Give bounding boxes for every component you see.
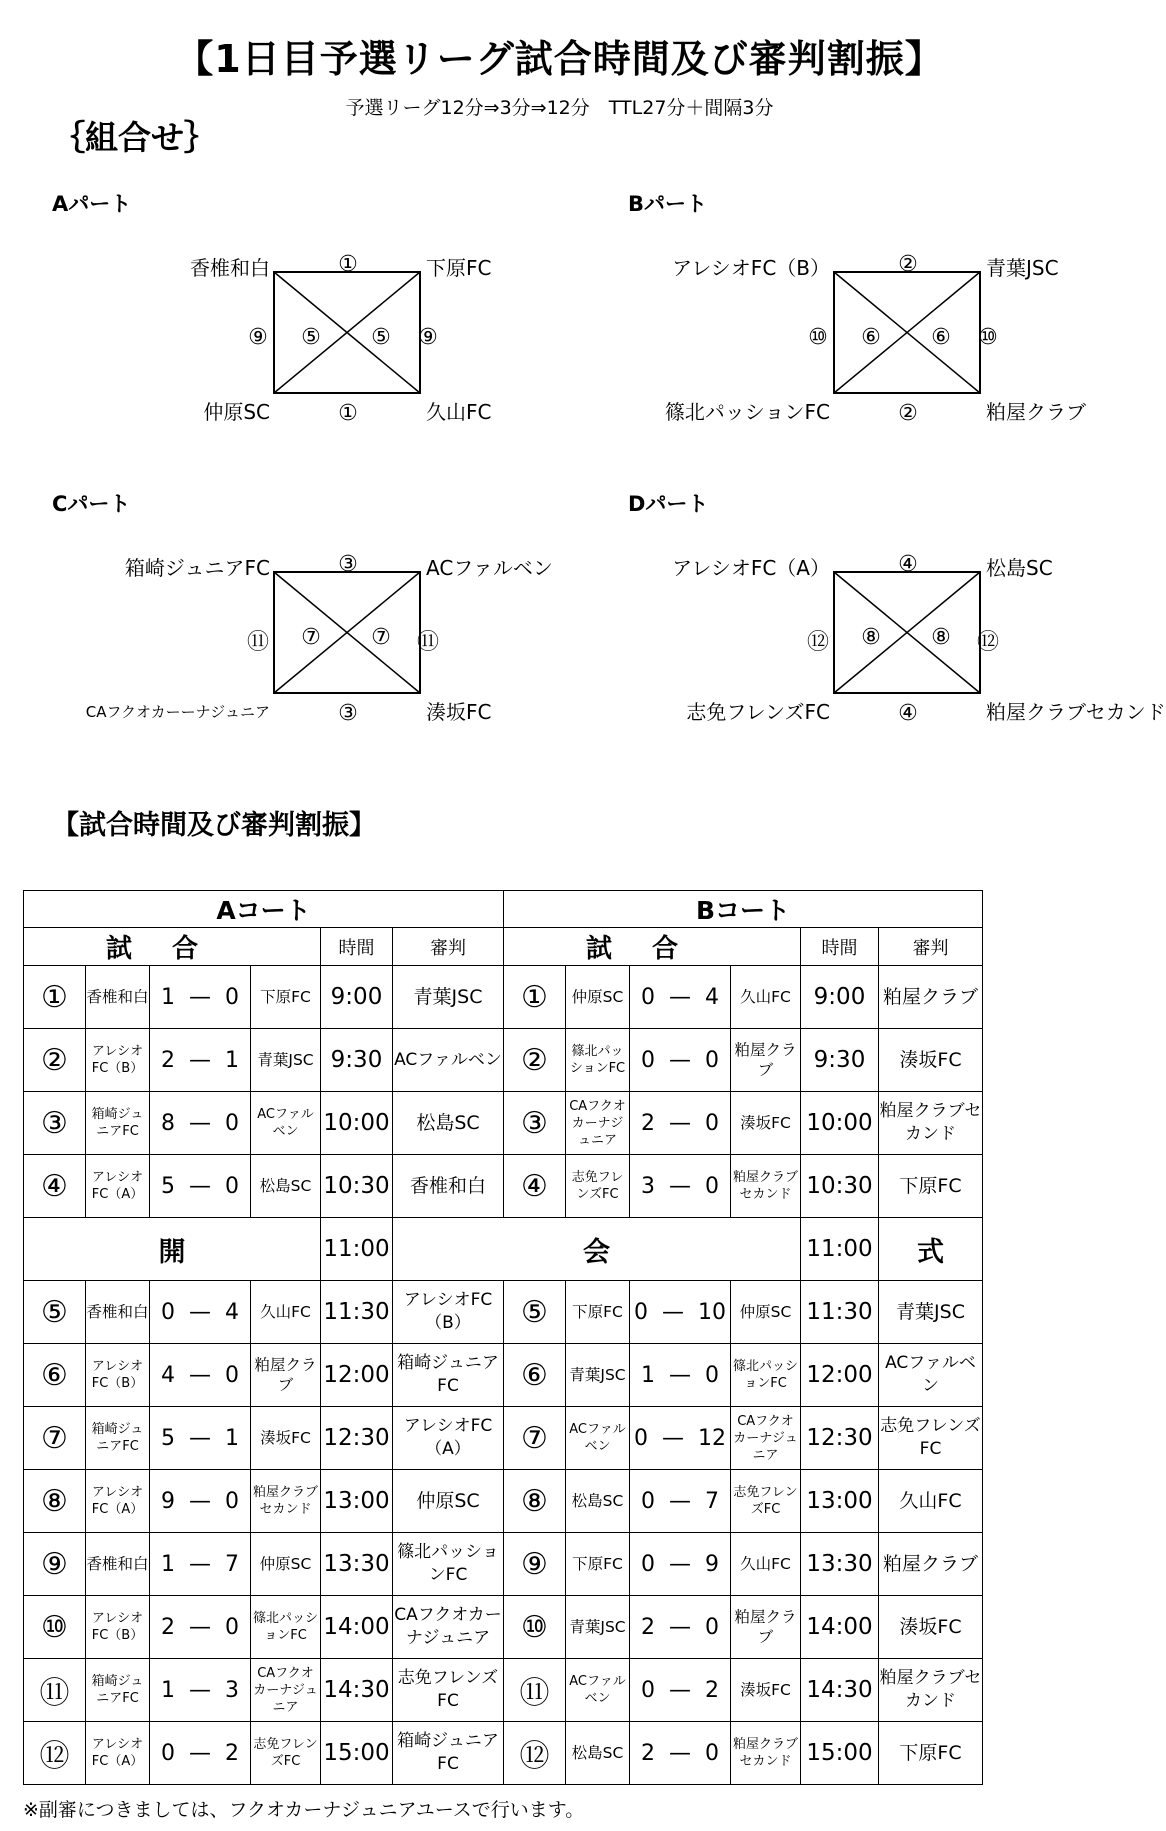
referee: 久山FC xyxy=(879,1470,983,1533)
match-number-diagonal-right: ⑦ xyxy=(371,625,391,650)
score-team-1: 2 xyxy=(641,1740,655,1766)
match-number: ③ xyxy=(24,1092,86,1155)
match-time: 12:00 xyxy=(321,1344,393,1407)
ceremony-time: 11:00 xyxy=(321,1218,393,1281)
score xyxy=(630,1407,731,1470)
score-team-2: 4 xyxy=(705,984,719,1010)
score-dash: — xyxy=(669,1047,691,1073)
team-2: 湊坂FC xyxy=(251,1407,321,1470)
table-row xyxy=(24,1407,983,1470)
part-diagram xyxy=(0,0,560,426)
team-bottom-right: 粕屋クラブ xyxy=(986,400,1086,424)
team-top-right: 松島SC xyxy=(986,556,1053,580)
score xyxy=(150,1659,251,1722)
match-number: ⑩ xyxy=(504,1596,566,1659)
team-1: 下原FC xyxy=(566,1533,630,1596)
team-2: 仲原SC xyxy=(251,1533,321,1596)
score-team-1: 1 xyxy=(161,1677,175,1703)
match-number-diagonal-left: ⑧ xyxy=(861,625,881,650)
score-dash: — xyxy=(189,1173,211,1199)
schedule-table xyxy=(23,890,983,1785)
referee: 湊坂FC xyxy=(879,1029,983,1092)
ceremony-word-ceremony: 式 xyxy=(879,1218,983,1281)
match-number-right: ⑨ xyxy=(418,325,438,350)
team-2: ACファルベン xyxy=(251,1092,321,1155)
score-team-2: 0 xyxy=(705,1362,719,1388)
score-team-1: 0 xyxy=(634,1299,648,1325)
table-row xyxy=(24,1722,983,1785)
match-number: ⑫ xyxy=(24,1722,86,1785)
match-time: 15:00 xyxy=(321,1722,393,1785)
team-1: アレシオFC（B） xyxy=(86,1596,150,1659)
team-1: ACファルベン xyxy=(566,1407,630,1470)
score-dash: — xyxy=(189,1614,211,1640)
team-2: 湊坂FC xyxy=(731,1092,801,1155)
combination-heading: ｛組合せ｝ xyxy=(52,118,217,157)
score-team-1: 1 xyxy=(161,1551,175,1577)
part-diagram xyxy=(560,300,1166,726)
team-bottom-left: CAフクオカーーナジュニア xyxy=(85,703,270,721)
score xyxy=(150,966,251,1029)
score-team-2: 7 xyxy=(705,1488,719,1514)
referee: アレシオFC（A） xyxy=(393,1407,504,1470)
team-top-left: 香椎和白 xyxy=(190,256,270,280)
referee: 湊坂FC xyxy=(879,1596,983,1659)
team-2: 下原FC xyxy=(251,966,321,1029)
ceremony-row xyxy=(24,1218,983,1281)
part-label: Dパート xyxy=(628,492,709,516)
team-1: アレシオFC（B） xyxy=(86,1029,150,1092)
match-time: 13:00 xyxy=(801,1470,879,1533)
match-number-right: ⑩ xyxy=(978,325,998,350)
match-number-top: ③ xyxy=(338,552,358,577)
team-2: 粕屋クラブセカンド xyxy=(731,1722,801,1785)
score xyxy=(630,1533,731,1596)
score-dash: — xyxy=(662,1299,684,1325)
score-team-2: 10 xyxy=(698,1299,726,1325)
table-row xyxy=(24,1659,983,1722)
team-1: 箱崎ジュニアFC xyxy=(86,1659,150,1722)
score-team-2: 0 xyxy=(705,1740,719,1766)
match-number: ② xyxy=(504,1029,566,1092)
match-time: 12:30 xyxy=(801,1407,879,1470)
team-2: 仲原SC xyxy=(731,1281,801,1344)
score xyxy=(630,1722,731,1785)
score-team-1: 0 xyxy=(161,1740,175,1766)
score-team-1: 8 xyxy=(161,1110,175,1136)
score-dash: — xyxy=(669,1551,691,1577)
match-number-diagonal-right: ⑤ xyxy=(371,325,391,350)
score-team-1: 2 xyxy=(161,1614,175,1640)
match-time: 9:00 xyxy=(321,966,393,1029)
score xyxy=(150,1092,251,1155)
score-team-2: 1 xyxy=(225,1047,239,1073)
referee: 志免フレンズFC xyxy=(879,1407,983,1470)
referee: 仲原SC xyxy=(393,1470,504,1533)
match-number-left: ⑪ xyxy=(246,630,269,655)
score-team-1: 0 xyxy=(641,1677,655,1703)
team-2: 青葉JSC xyxy=(251,1029,321,1092)
match-number-right: ⑪ xyxy=(416,630,439,655)
score xyxy=(630,1029,731,1092)
match-number-top: ② xyxy=(898,252,918,277)
referee: ACファルベン xyxy=(393,1029,504,1092)
match-number: ⑥ xyxy=(24,1344,86,1407)
score-team-2: 0 xyxy=(225,1110,239,1136)
part-label: Bパート xyxy=(628,192,708,216)
match-number: ④ xyxy=(504,1155,566,1218)
score-team-2: 9 xyxy=(705,1551,719,1577)
match-time: 12:30 xyxy=(321,1407,393,1470)
team-1: CAフクオカーナジュニア xyxy=(566,1092,630,1155)
score xyxy=(630,1596,731,1659)
score-dash: — xyxy=(669,1677,691,1703)
match-number: ⑧ xyxy=(24,1470,86,1533)
score-dash: — xyxy=(189,1047,211,1073)
score-team-2: 4 xyxy=(225,1299,239,1325)
score-dash: — xyxy=(189,984,211,1010)
team-1: 香椎和白 xyxy=(86,1281,150,1344)
team-1: アレシオFC（A） xyxy=(86,1470,150,1533)
score-team-1: 1 xyxy=(641,1362,655,1388)
score-team-1: 2 xyxy=(641,1614,655,1640)
score-team-1: 9 xyxy=(161,1488,175,1514)
referee: 志免フレンズFC xyxy=(393,1659,504,1722)
team-2: CAフクオカーナジュニア xyxy=(251,1659,321,1722)
referee: 箱崎ジュニアFC xyxy=(393,1722,504,1785)
score-team-1: 1 xyxy=(161,984,175,1010)
team-1: ACファルベン xyxy=(566,1659,630,1722)
match-column-header-a: 試合 xyxy=(24,928,321,966)
team-1: 箱崎ジュニアFC xyxy=(86,1092,150,1155)
table-row xyxy=(24,1281,983,1344)
table-row xyxy=(24,1596,983,1659)
match-box xyxy=(833,571,981,694)
team-2: 久山FC xyxy=(731,966,801,1029)
team-bottom-left: 仲原SC xyxy=(203,400,270,424)
team-2: 粕屋クラブ xyxy=(731,1029,801,1092)
score-team-2: 3 xyxy=(225,1677,239,1703)
team-2: 志免フレンズFC xyxy=(251,1722,321,1785)
team-top-right: 青葉JSC xyxy=(986,256,1059,280)
table-row xyxy=(24,1470,983,1533)
referee: 香椎和白 xyxy=(393,1155,504,1218)
referee: 粕屋クラブセカンド xyxy=(879,1092,983,1155)
match-time: 10:30 xyxy=(321,1155,393,1218)
match-column-header-b: 試合 xyxy=(504,928,801,966)
time-column-header-a: 時間 xyxy=(321,928,393,966)
team-1: 箱崎ジュニアFC xyxy=(86,1407,150,1470)
match-number-diagonal-left: ⑦ xyxy=(301,625,321,650)
team-2: 志免フレンズFC xyxy=(731,1470,801,1533)
match-time: 15:00 xyxy=(801,1722,879,1785)
part-diagram xyxy=(0,300,560,726)
score-dash: — xyxy=(189,1488,211,1514)
match-time: 14:30 xyxy=(321,1659,393,1722)
match-number: ③ xyxy=(504,1092,566,1155)
score xyxy=(630,1659,731,1722)
match-number: ⑦ xyxy=(504,1407,566,1470)
match-number: ⑦ xyxy=(24,1407,86,1470)
match-number: ⑨ xyxy=(24,1533,86,1596)
team-2: 久山FC xyxy=(251,1281,321,1344)
score-team-2: 2 xyxy=(225,1740,239,1766)
team-2: 粕屋クラブ xyxy=(251,1344,321,1407)
score-team-2: 0 xyxy=(705,1110,719,1136)
referee: 下原FC xyxy=(879,1155,983,1218)
match-time: 12:00 xyxy=(801,1344,879,1407)
score-team-2: 0 xyxy=(705,1614,719,1640)
team-1: 松島SC xyxy=(566,1470,630,1533)
team-1: 香椎和白 xyxy=(86,966,150,1029)
score-team-1: 3 xyxy=(641,1173,655,1199)
match-time: 9:00 xyxy=(801,966,879,1029)
match-number: ⑩ xyxy=(24,1596,86,1659)
score-dash: — xyxy=(189,1110,211,1136)
score-dash: — xyxy=(669,1110,691,1136)
team-top-right: ACファルベン xyxy=(426,556,553,580)
team-1: アレシオFC（A） xyxy=(86,1722,150,1785)
team-1: 下原FC xyxy=(566,1281,630,1344)
team-1: 志免フレンズFC xyxy=(566,1155,630,1218)
match-time: 9:30 xyxy=(801,1029,879,1092)
ceremony-word-meet: 会 xyxy=(393,1218,801,1281)
table-row xyxy=(24,1092,983,1155)
schedule-heading: 【試合時間及び審判割振】 xyxy=(52,810,376,841)
ceremony-word-open: 開 xyxy=(24,1218,321,1281)
score-dash: — xyxy=(669,1740,691,1766)
score-team-2: 0 xyxy=(225,1362,239,1388)
table-row xyxy=(24,1029,983,1092)
team-2: 篠北パッションFC xyxy=(731,1344,801,1407)
score-team-2: 2 xyxy=(705,1677,719,1703)
table-row xyxy=(24,1155,983,1218)
team-2: 湊坂FC xyxy=(731,1659,801,1722)
match-time: 9:30 xyxy=(321,1029,393,1092)
match-number: ① xyxy=(24,966,86,1029)
score-team-2: 0 xyxy=(225,1614,239,1640)
score-dash: — xyxy=(189,1299,211,1325)
team-1: 仲原SC xyxy=(566,966,630,1029)
match-number: ⑤ xyxy=(24,1281,86,1344)
team-top-left: アレシオFC（B） xyxy=(672,256,830,280)
page-title: 【1日目予選リーグ試合時間及び審判割振】 xyxy=(175,37,944,81)
referee: 粕屋クラブセカンド xyxy=(879,1659,983,1722)
score-dash: — xyxy=(189,1551,211,1577)
score xyxy=(630,1092,731,1155)
score-team-1: 5 xyxy=(161,1425,175,1451)
score-team-2: 1 xyxy=(225,1425,239,1451)
table-row xyxy=(24,1533,983,1596)
score xyxy=(150,1155,251,1218)
team-top-left: 箱崎ジュニアFC xyxy=(124,556,270,580)
team-2: 篠北パッションFC xyxy=(251,1596,321,1659)
team-1: 青葉JSC xyxy=(566,1344,630,1407)
score-team-1: 0 xyxy=(161,1299,175,1325)
team-1: アレシオFC（A） xyxy=(86,1155,150,1218)
score xyxy=(150,1029,251,1092)
score-team-1: 0 xyxy=(634,1425,648,1451)
match-time: 11:30 xyxy=(801,1281,879,1344)
match-time: 14:00 xyxy=(801,1596,879,1659)
team-bottom-right: 湊坂FC xyxy=(426,700,492,724)
referee-column-header-a: 審判 xyxy=(393,928,504,966)
footnote: ※副審につきましては、フクオカーナジュニアユースで行います。 xyxy=(23,1799,585,1821)
score-dash: — xyxy=(669,1488,691,1514)
team-1: アレシオFC（B） xyxy=(86,1344,150,1407)
score-dash: — xyxy=(669,1362,691,1388)
score xyxy=(150,1533,251,1596)
score xyxy=(150,1407,251,1470)
score-dash: — xyxy=(669,1173,691,1199)
score-team-1: 0 xyxy=(641,1488,655,1514)
score-team-1: 0 xyxy=(641,1047,655,1073)
match-number: ⑤ xyxy=(504,1281,566,1344)
score-dash: — xyxy=(669,1614,691,1640)
team-bottom-left: 篠北パッションFC xyxy=(664,400,830,424)
match-number-left: ⑨ xyxy=(248,325,268,350)
team-1: 青葉JSC xyxy=(566,1596,630,1659)
match-number: ② xyxy=(24,1029,86,1092)
score-team-1: 4 xyxy=(161,1362,175,1388)
score-team-2: 0 xyxy=(705,1047,719,1073)
match-time: 13:30 xyxy=(801,1533,879,1596)
score xyxy=(150,1596,251,1659)
ceremony-time: 11:00 xyxy=(801,1218,879,1281)
match-number-diagonal-right: ⑧ xyxy=(931,625,951,650)
team-top-right: 下原FC xyxy=(426,256,492,280)
time-column-header-b: 時間 xyxy=(801,928,879,966)
match-number: ① xyxy=(504,966,566,1029)
match-number-top: ④ xyxy=(898,552,918,577)
match-time: 14:00 xyxy=(321,1596,393,1659)
team-2: CAフクオカーナジュニア xyxy=(731,1407,801,1470)
score xyxy=(150,1722,251,1785)
score xyxy=(150,1470,251,1533)
score-team-2: 0 xyxy=(225,1173,239,1199)
team-2: 粕屋クラブ xyxy=(731,1596,801,1659)
referee: 粕屋クラブ xyxy=(879,966,983,1029)
match-number-top: ① xyxy=(338,252,358,277)
match-time: 13:30 xyxy=(321,1533,393,1596)
score-team-2: 0 xyxy=(225,984,239,1010)
team-2: 粕屋クラブセカンド xyxy=(731,1155,801,1218)
match-number: ⑪ xyxy=(24,1659,86,1722)
score-dash: — xyxy=(662,1425,684,1451)
match-number-bottom: ④ xyxy=(898,701,918,726)
match-time: 10:00 xyxy=(321,1092,393,1155)
score-team-1: 5 xyxy=(161,1173,175,1199)
match-number-right: ⑫ xyxy=(976,630,999,655)
referee: 松島SC xyxy=(393,1092,504,1155)
score-dash: — xyxy=(189,1362,211,1388)
match-number: ⑪ xyxy=(504,1659,566,1722)
referee: アレシオFC（B） xyxy=(393,1281,504,1344)
match-number-left: ⑩ xyxy=(808,325,828,350)
referee: 篠北パッションFC xyxy=(393,1533,504,1596)
match-number-bottom: ① xyxy=(338,401,358,426)
match-time: 10:30 xyxy=(801,1155,879,1218)
score-team-2: 0 xyxy=(705,1173,719,1199)
team-bottom-left: 志免フレンズFC xyxy=(686,700,830,724)
match-number-bottom: ③ xyxy=(338,701,358,726)
team-1: 篠北パッションFC xyxy=(566,1029,630,1092)
team-2: 久山FC xyxy=(731,1533,801,1596)
score-team-1: 0 xyxy=(641,1551,655,1577)
referee: ACファルベン xyxy=(879,1344,983,1407)
match-box xyxy=(273,571,421,694)
team-1: 松島SC xyxy=(566,1722,630,1785)
score xyxy=(630,1155,731,1218)
match-time: 13:00 xyxy=(321,1470,393,1533)
team-top-left: アレシオFC（A） xyxy=(672,556,830,580)
referee: 粕屋クラブ xyxy=(879,1533,983,1596)
part-label: Aパート xyxy=(52,192,132,216)
team-bottom-right: 久山FC xyxy=(426,400,492,424)
score-dash: — xyxy=(189,1740,211,1766)
match-number: ⑨ xyxy=(504,1533,566,1596)
match-number: ⑥ xyxy=(504,1344,566,1407)
match-number-diagonal-left: ⑥ xyxy=(861,325,881,350)
match-number-diagonal-left: ⑤ xyxy=(301,325,321,350)
match-number: ④ xyxy=(24,1155,86,1218)
match-time: 14:30 xyxy=(801,1659,879,1722)
match-time: 10:00 xyxy=(801,1092,879,1155)
score xyxy=(150,1281,251,1344)
match-number: ⑫ xyxy=(504,1722,566,1785)
referee: 青葉JSC xyxy=(393,966,504,1029)
referee-column-header-b: 審判 xyxy=(879,928,983,966)
score-team-2: 12 xyxy=(698,1425,726,1451)
match-number-bottom: ② xyxy=(898,401,918,426)
score-team-1: 2 xyxy=(641,1110,655,1136)
team-bottom-right: 粕屋クラブセカンド xyxy=(986,700,1166,724)
referee: 箱崎ジュニアFC xyxy=(393,1344,504,1407)
match-time: 11:30 xyxy=(321,1281,393,1344)
team-1: 香椎和白 xyxy=(86,1533,150,1596)
match-number: ⑧ xyxy=(504,1470,566,1533)
team-2: 粕屋クラブセカンド xyxy=(251,1470,321,1533)
score-dash: — xyxy=(189,1677,211,1703)
score-team-2: 7 xyxy=(225,1551,239,1577)
score xyxy=(150,1344,251,1407)
score xyxy=(630,966,731,1029)
part-diagram xyxy=(560,0,1120,426)
score xyxy=(630,1470,731,1533)
court-b-header: Bコート xyxy=(504,891,983,928)
table-row xyxy=(24,1344,983,1407)
score-team-2: 0 xyxy=(225,1488,239,1514)
referee: CAフクオカーナジュニア xyxy=(393,1596,504,1659)
score-team-1: 2 xyxy=(161,1047,175,1073)
match-number-diagonal-right: ⑥ xyxy=(931,325,951,350)
part-label: Cパート xyxy=(52,492,131,516)
score xyxy=(630,1281,731,1344)
score-dash: — xyxy=(669,984,691,1010)
table-row xyxy=(24,966,983,1029)
referee: 青葉JSC xyxy=(879,1281,983,1344)
team-2: 松島SC xyxy=(251,1155,321,1218)
referee: 下原FC xyxy=(879,1722,983,1785)
subtitle: 予選リーグ12分⇒3分⇒12分 TTL27分＋間隔3分 xyxy=(345,97,774,119)
score xyxy=(630,1344,731,1407)
score-team-1: 0 xyxy=(641,984,655,1010)
match-number-left: ⑫ xyxy=(806,630,829,655)
score-dash: — xyxy=(189,1425,211,1451)
court-a-header: Aコート xyxy=(24,891,504,928)
